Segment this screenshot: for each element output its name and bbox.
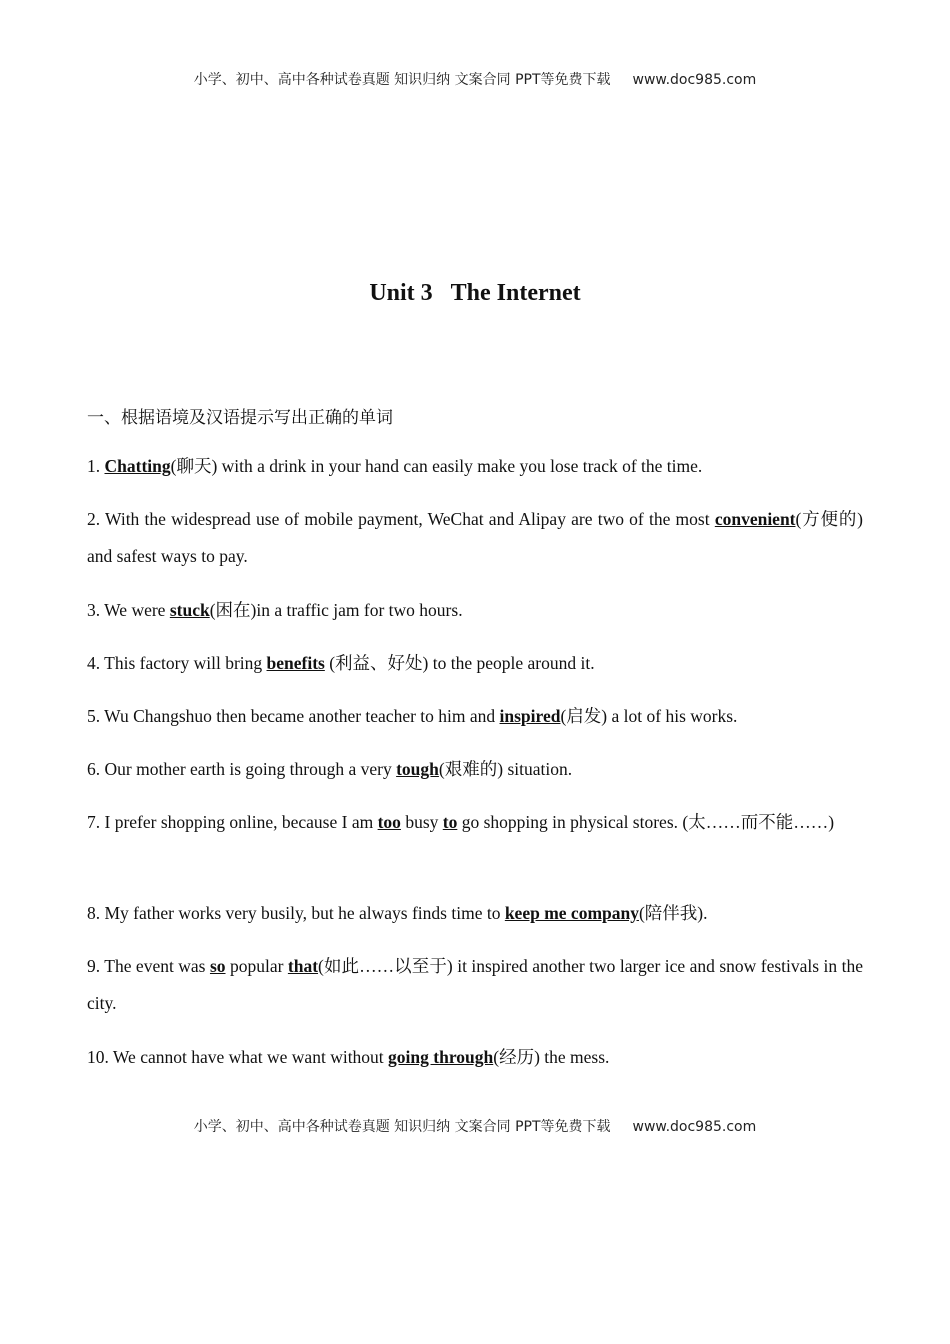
answer-2: to xyxy=(442,812,458,832)
hint: (利益、好处) xyxy=(324,653,429,673)
answer: benefits xyxy=(266,653,325,673)
exercise-item-8: 8. My father works very busily, but he always finds time to keep me company(陪伴我). xyxy=(87,903,708,923)
title-name: The Internet xyxy=(450,280,581,306)
answer: stuck xyxy=(169,600,210,620)
footer-text: 小学、初中、高中各种试卷真题 知识归纳 文案合同 PPT等免费下载 xyxy=(193,1119,611,1135)
answer: inspired xyxy=(499,706,561,726)
hint: (陪伴我) xyxy=(638,903,704,923)
page-header xyxy=(0,69,950,89)
header-text: 小学、初中、高中各种试卷真题 知识归纳 文案合同 PPT等免费下载 xyxy=(193,72,611,88)
exercise-item-4: 4. This factory will bring benefits (利益、好处) to the people around it. xyxy=(87,653,595,673)
exercise-item-5: 5. Wu Changshuo then became another teacher to him and inspired(启发) a lot of his works. xyxy=(87,706,738,726)
answer: Chatting xyxy=(104,456,171,476)
page-footer xyxy=(0,1116,950,1136)
page-title xyxy=(0,280,950,307)
hint: (启发) xyxy=(560,706,608,726)
answer: tough xyxy=(396,759,439,779)
hint: (困在) xyxy=(209,600,257,620)
exercise-item-2: 2. With the widespread use of mobile payment, WeChat and Alipay are two of the most convenient(方便的) and safest ways to pay. xyxy=(87,509,864,566)
exercise-item-10: 10. We cannot have what we want without going through(经历) the mess. xyxy=(87,1047,610,1067)
exercise-item-6: 6. Our mother earth is going through a very tough(艰难的) situation. xyxy=(87,759,573,779)
hint: (如此……以至于) xyxy=(318,956,453,976)
hint: (聊天) xyxy=(170,456,218,476)
answer: keep me company xyxy=(504,903,639,923)
hint: (艰难的) xyxy=(438,759,504,779)
answer: too xyxy=(377,812,401,832)
hint: (方便的) xyxy=(795,509,864,529)
answer: so xyxy=(209,956,226,976)
answer: convenient xyxy=(714,509,796,529)
section-heading: 一、根据语境及汉语提示写出正确的单词 xyxy=(87,408,393,428)
hint: (太……而不能……) xyxy=(682,812,835,832)
answer-2: that xyxy=(287,956,319,976)
exercise-item-7: 7. I prefer shopping online, because I am too busy to go shopping in physical stores. (太……而不能……) xyxy=(87,812,835,832)
header-site: www.doc985.com xyxy=(632,72,757,88)
hint: (经历) xyxy=(493,1047,540,1067)
exercise-item-9: 9. The event was so popular that(如此……以至于) it inspired another two larger ice and snow festivals in the city. xyxy=(87,956,863,1013)
answer: going through xyxy=(388,1047,494,1067)
exercise-item-3: 3. We were stuck(困在)in a traffic jam for two hours. xyxy=(87,600,463,620)
exercise-item-1: 1. Chatting(聊天) with a drink in your hand can easily make you lose track of the time. xyxy=(87,456,703,476)
title-unit: Unit 3 xyxy=(369,280,433,306)
footer-site: www.doc985.com xyxy=(632,1119,757,1135)
